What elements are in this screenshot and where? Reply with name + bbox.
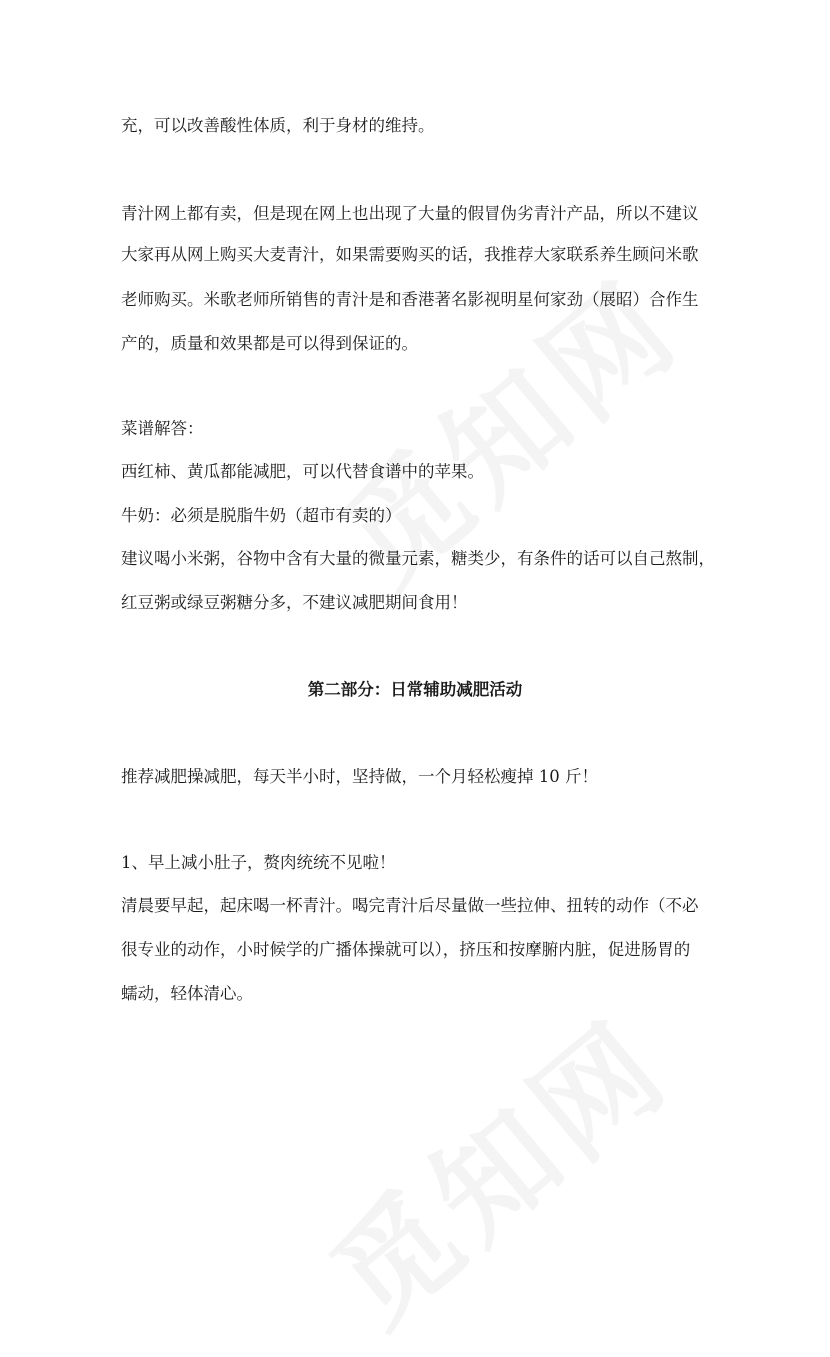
text-line: 大家再从网上购买大麦青汁，如果需要购买的话，我推荐大家联系养生顾问米歌 [121,245,699,264]
text-line: 青汁网上都有卖，但是现在网上也出现了大量的假冒伪劣青汁产品，所以不建议 [121,204,699,223]
text-line: 充，可以改善酸性体质，利于身材的维持。 [121,116,435,135]
text-line: 蠕动，轻体清心。 [121,984,253,1003]
text-line: 清晨要早起，起床喝一杯青汁。喝完青汁后尽量做一些拉伸、扭转的动作（不必 [121,896,699,915]
text-line: 西红柿、黄瓜都能减肥，可以代替食谱中的苹果。 [121,462,484,481]
text-line: 红豆粥或绿豆粥糖分多，不建议减肥期间食用！ [121,593,468,612]
section-heading: 第二部分：日常辅助减肥活动 [307,680,523,699]
text-line: 很专业的动作，小时候学的广播体操就可以），挤压和按摩腑内脏，促进肠胃的 [121,940,691,959]
text-line: 1、早上减小肚子，赘肉统统不见啦！ [121,853,396,872]
watermark [290,975,699,1357]
text-line: 菜谱解答： [121,419,204,438]
text-line: 老师购买。米歌老师所销售的青汁是和香港著名影视明星何家劲（展昭）合作生 [121,290,699,309]
text-line: 产的，质量和效果都是可以得到保证的。 [121,334,418,353]
text-line: 推荐减肥操减肥，每天半小时，坚持做，一个月轻松瘦掉 10 斤！ [121,767,598,786]
text-line: 牛奶：必须是脱脂牛奶（超市有卖的） [121,506,402,525]
text-line: 建议喝小米粥，谷物中含有大量的微量元素，糖类少，有条件的话可以自己熬制， [121,549,715,568]
